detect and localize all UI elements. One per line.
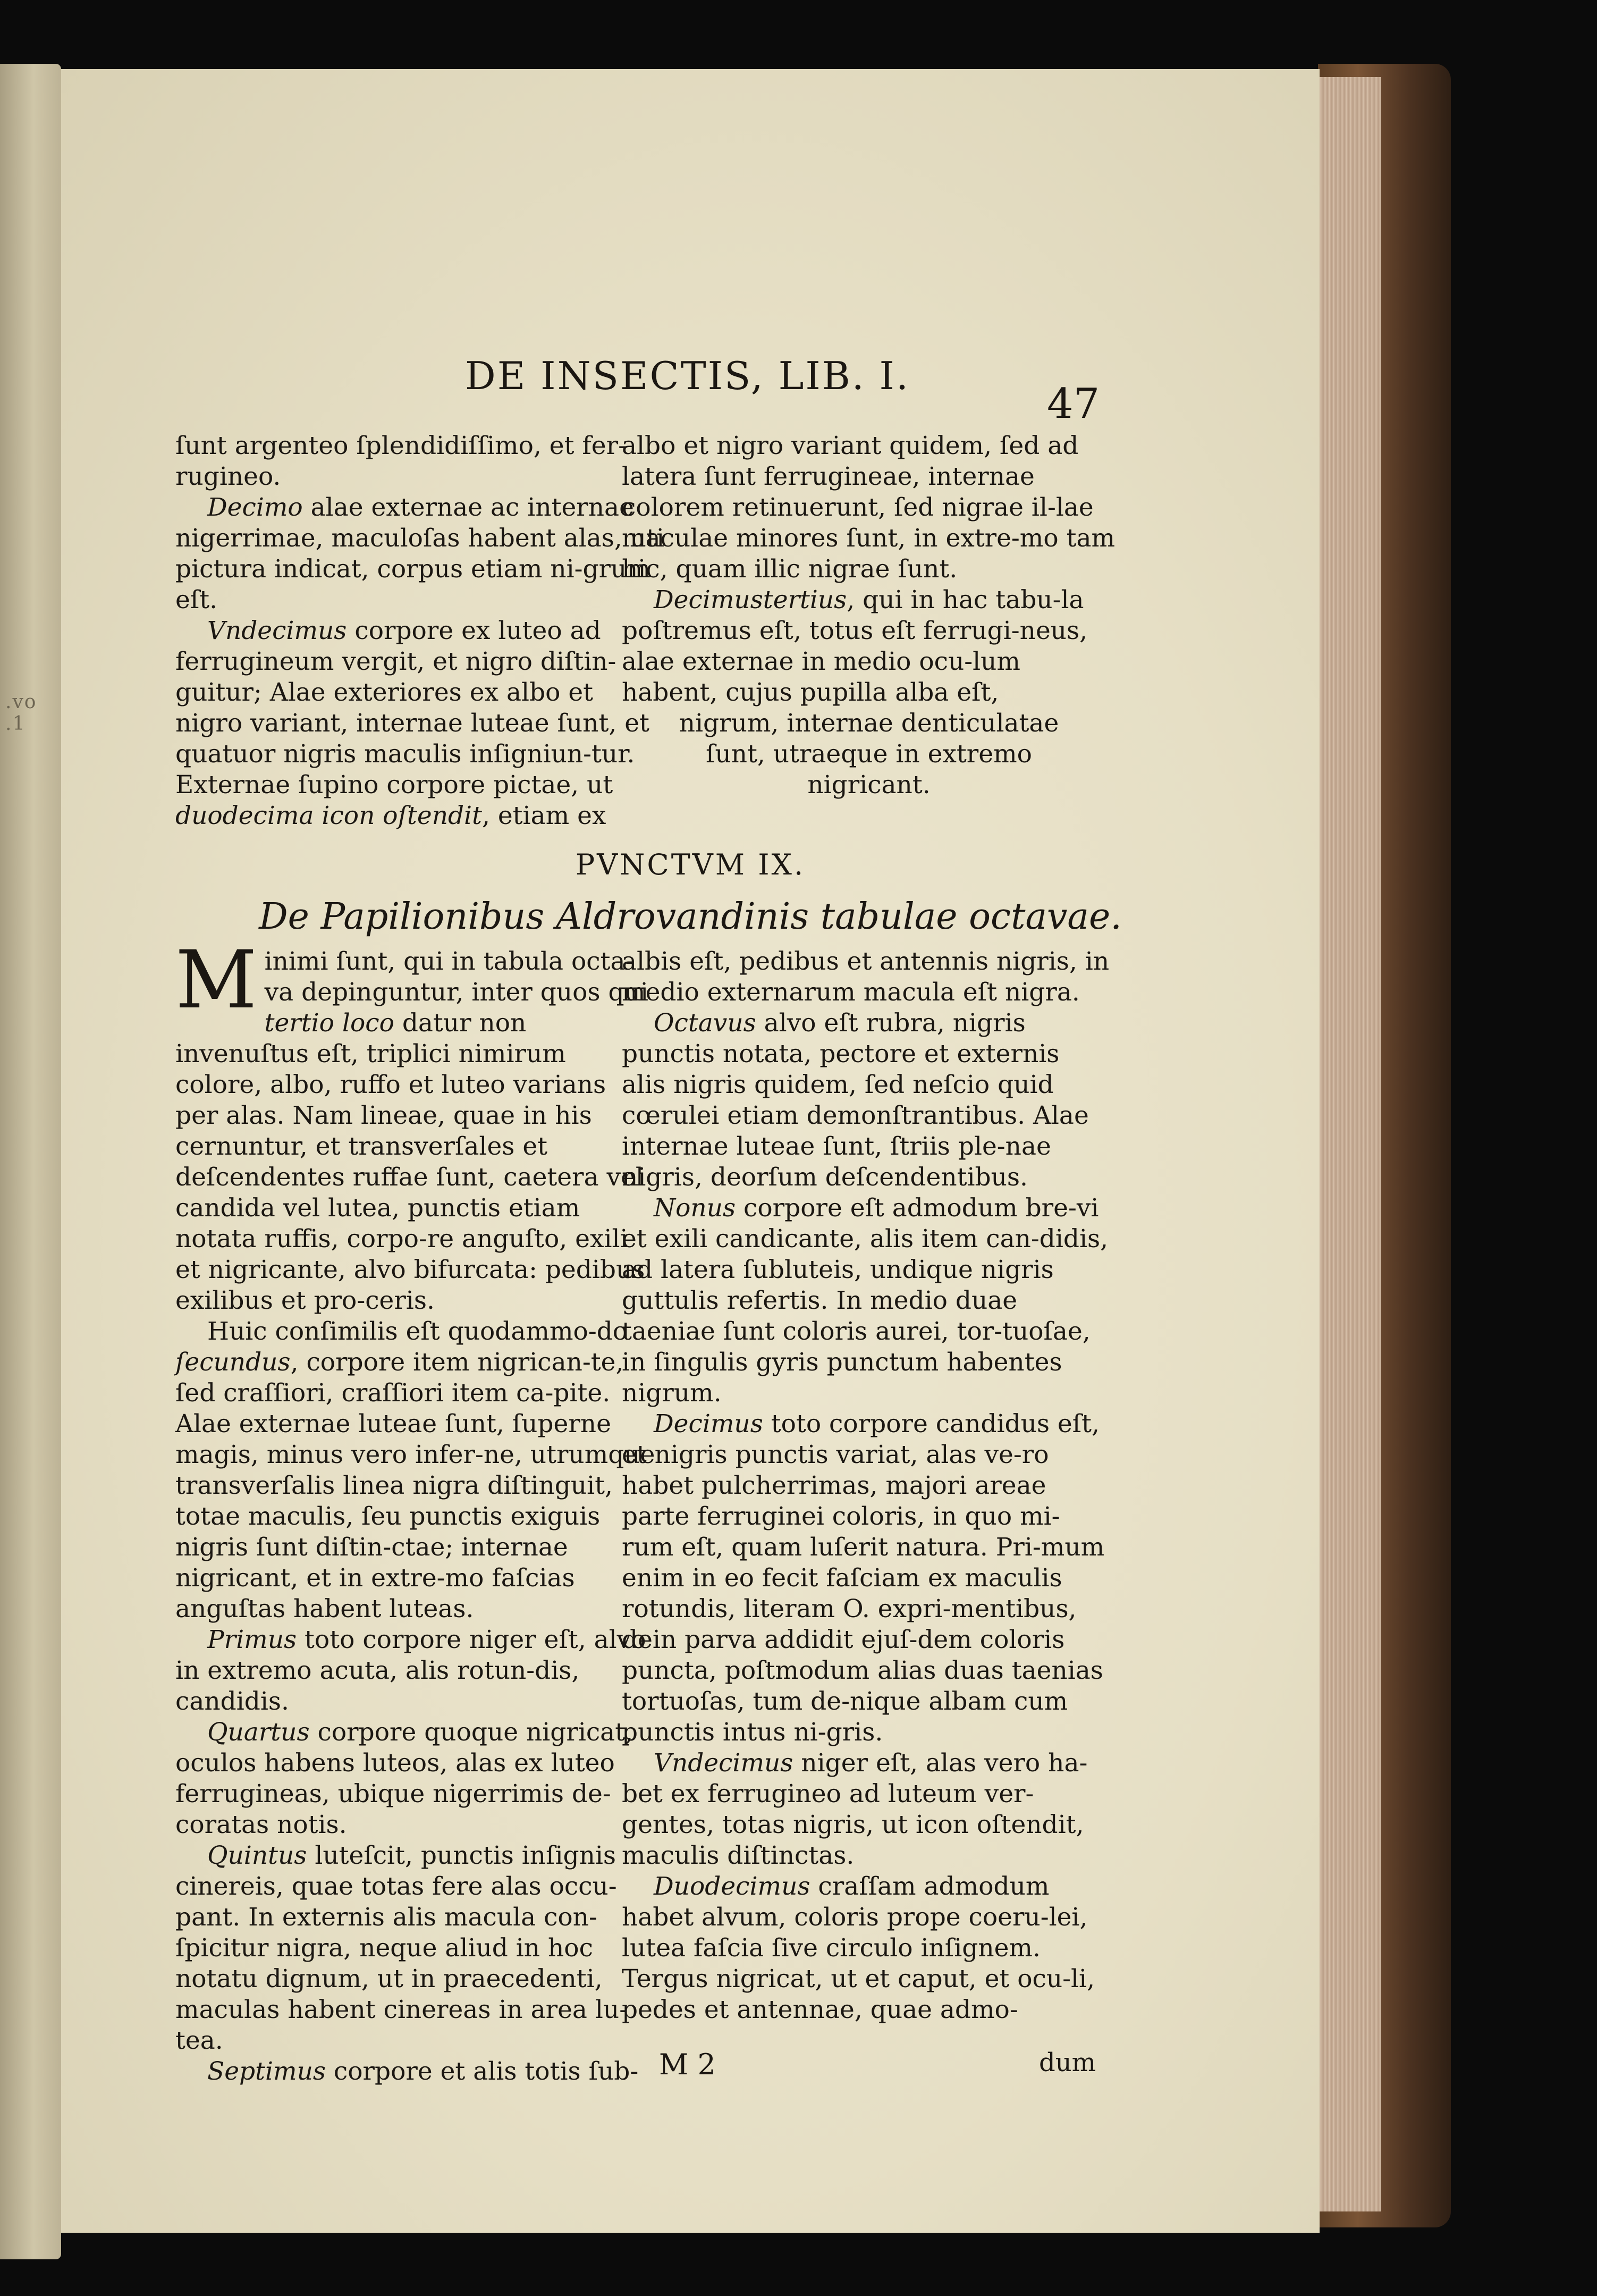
page-number: 47 (1047, 380, 1100, 428)
section-title: PVNCTVM IX. (575, 848, 806, 881)
centered-line: nigrum, internae denticulatae (679, 709, 1059, 738)
bottom-left-column (175, 934, 656, 2087)
margin-mark: .vo .1 (5, 691, 37, 735)
paragraph (175, 492, 664, 616)
paragraph (622, 585, 1116, 708)
italic-phrase: duodecima icon oſtendit (175, 801, 482, 830)
lead-word: Primus (207, 1625, 297, 1654)
lead-word: Decimus (654, 1409, 763, 1439)
paragraph (622, 1008, 1111, 1193)
paragraph-text: alae externae ac internae nigerrimae, maculoſas habent alas, uti pictura indicat, corpus etiam ni-grum eſt. (175, 493, 664, 615)
paragraph (622, 1409, 1111, 1748)
text-line: rugineo. (175, 462, 281, 491)
paragraph (175, 1316, 656, 1625)
lead-word: Quintus (207, 1841, 307, 1870)
centered-line: ſunt, utraeque in extremo (706, 739, 1032, 769)
paragraph-text: craſſam admodum habet alvum, coloris prope coeru-lei, lutea faſcia ſive circulo inſignem. Tergus nigricat, ut et caput, et ocu-li, pedes et antennae, quae admo- (622, 1872, 1095, 2024)
paragraph-text: corpore et alis totis ſub- (325, 2057, 639, 2086)
facing-page-edge (0, 64, 61, 2259)
italic-phrase: tertio loco (264, 1008, 394, 1038)
lead-word: Septimus (207, 2057, 326, 2086)
paragraph (175, 2056, 656, 2087)
paragraph-text: toto corpore niger eſt, alvo in extremo acuta, alis rotun-dis, candidis. (175, 1625, 646, 1716)
paragraph-text: corpore eſt admodum bre-vi et exili candicante, alis item can-didis, ad latera ſubluteis, undique nigris guttulis refertis. In medio duae taeniae ſunt coloris aurei, tor-tuoſae, in ſingulis gyris punctum habentes nigrum. (622, 1193, 1109, 1408)
lead-word: Quartus (207, 1718, 310, 1747)
paragraph (175, 616, 664, 831)
book-page (61, 69, 1320, 2233)
paragraph (622, 1748, 1111, 1871)
lead-word: Vndecimus (207, 616, 347, 645)
paragraph (175, 1717, 656, 1840)
paragraph: albo et nigro variant quidem, ſed ad latera ſunt ferrugineae, internae colorem retinuerunt, ſed nigrae il-lae maculae minores ſunt, in extre-mo tam hic, quam illic nigrae ſunt. (622, 431, 1116, 584)
paragraph-text: alvo eſt rubra, nigris punctis notata, pectore et externis alis nigris quidem, ſed neſcio quid cœrulei etiam demonſtrantibus. Alae internae luteae ſunt, ſtriis ple-nae nigris, deorſum deſcendentibus. (622, 1008, 1089, 1192)
paragraph-text: toto corpore candidus eſt, et nigris punctis variat, alas ve-ro habet pulcherrimas, majori areae parte ferruginei coloris, in quo mi-rum eſt, quam luſerit natura. Pri-mum enim in eo fecit faſciam ex maculis rotundis, literam O. expri-mentibus, dein parva addidit ejuſ-dem coloris puncta, poſtmodum alias duas taenias tortuoſas, tum de-nique albam cum punctis intus ni-gris. (622, 1409, 1105, 1747)
lead-word: Vndecimus (654, 1748, 793, 1778)
centered-line: nigricant. (807, 770, 931, 800)
lead-word: Nonus (654, 1193, 736, 1223)
top-right-column (622, 431, 1116, 801)
top-left-column (175, 431, 664, 831)
section-subtitle: De Papilionibus Aldrovandinis tabulae octavae. (259, 896, 1122, 938)
running-title: DE INSECTIS, LIB. I. (465, 354, 910, 398)
text-line: ſunt argenteo ſplendidiſſimo, et fer- (175, 431, 627, 460)
paragraph-text: Huic conſimilis eſt quodammo-do (207, 1317, 628, 1346)
paragraph-text: datur non invenuſtus eſt, triplici nimirum colore, albo, ruffo et luteo varians per alas. Nam lineae, quae in his cernuntur, et transverſales et deſcendentes ruffae ſunt, caetera vel candida vel lutea, punctis etiam notata ruffis, corpo-re anguſto, exili et nigricante, alvo bifurcata: pedibus exilibus et pro-ceris. (175, 1008, 645, 1315)
paragraph-text: , corpore item nigrican-te, ſed craſſiori, craſſiori item ca-pite. Alae externae luteae ſunt, ſuperne magis, minus vero infer-ne, utrumque transverſalis linea nigra diſtinguit, totae maculis, ſeu punctis exiguis nigris ſunt diſtin-ctae; internae nigricant, et in extre-mo faſcias anguſtas habent luteas. (175, 1348, 655, 1624)
paragraph-text: , qui in hac tabu-la poſtremus eſt, totus eſt ferrugi-neus, alae externae in medio ocu-lum habent, cujus pupilla alba eſt, (622, 585, 1088, 707)
paragraph-text: luteſcit, punctis inſignis cinereis, quae totas fere alas occu-pant. In externis alis macula con-ſpicitur nigra, neque aliud in hoc notatu dignum, ut in praecedenti, maculas habent cinereas in area lu-tea. (175, 1841, 628, 2055)
paragraph-text: inimi ſunt, qui in tabula octa-va depinguntur, inter quos qui (264, 947, 648, 1007)
paragraph (175, 1840, 656, 2056)
page-block-edges (1317, 77, 1381, 2211)
italic-phrase: ſecundus (175, 1348, 291, 1377)
paragraph (622, 1871, 1111, 2025)
signature-mark: M 2 (659, 2048, 716, 2081)
drop-cap: M (175, 934, 257, 1027)
paragraph: albis eſt, pedibus et antennis nigris, in medio externarum macula eſt nigra. (622, 947, 1110, 1007)
paragraph (175, 934, 656, 1316)
lead-word: Decimustertius (654, 585, 847, 615)
paragraph-text: corpore ex luteo ad ferrugineum vergit, et nigro diſtin-guitur; Alae exteriores ex albo et nigro variant, internae luteae ſunt, et quatuor nigris maculis inſigniun-tur. Externae ſupino corpore pictae, ut (175, 616, 649, 800)
paragraph-text: corpore quoque nigricat, oculos habens luteos, alas ex luteo ferrugineas, ubique nigerrimis de-coratas notis. (175, 1718, 633, 1839)
lead-word: Octavus (654, 1008, 756, 1038)
paragraph-text: niger eſt, alas vero ha-bet ex ferrugineo ad luteum ver-gentes, totas nigris, ut icon oſtendit, maculis diſtinctas. (622, 1748, 1088, 1870)
paragraph (622, 1193, 1111, 1409)
paragraph-text: , etiam ex (481, 801, 606, 830)
lead-word: Decimo (207, 493, 303, 522)
lead-word: Duodecimus (654, 1872, 810, 1901)
catchword: dum (1039, 2048, 1096, 2078)
paragraph (175, 1625, 656, 1717)
bottom-right-column (622, 946, 1111, 2025)
